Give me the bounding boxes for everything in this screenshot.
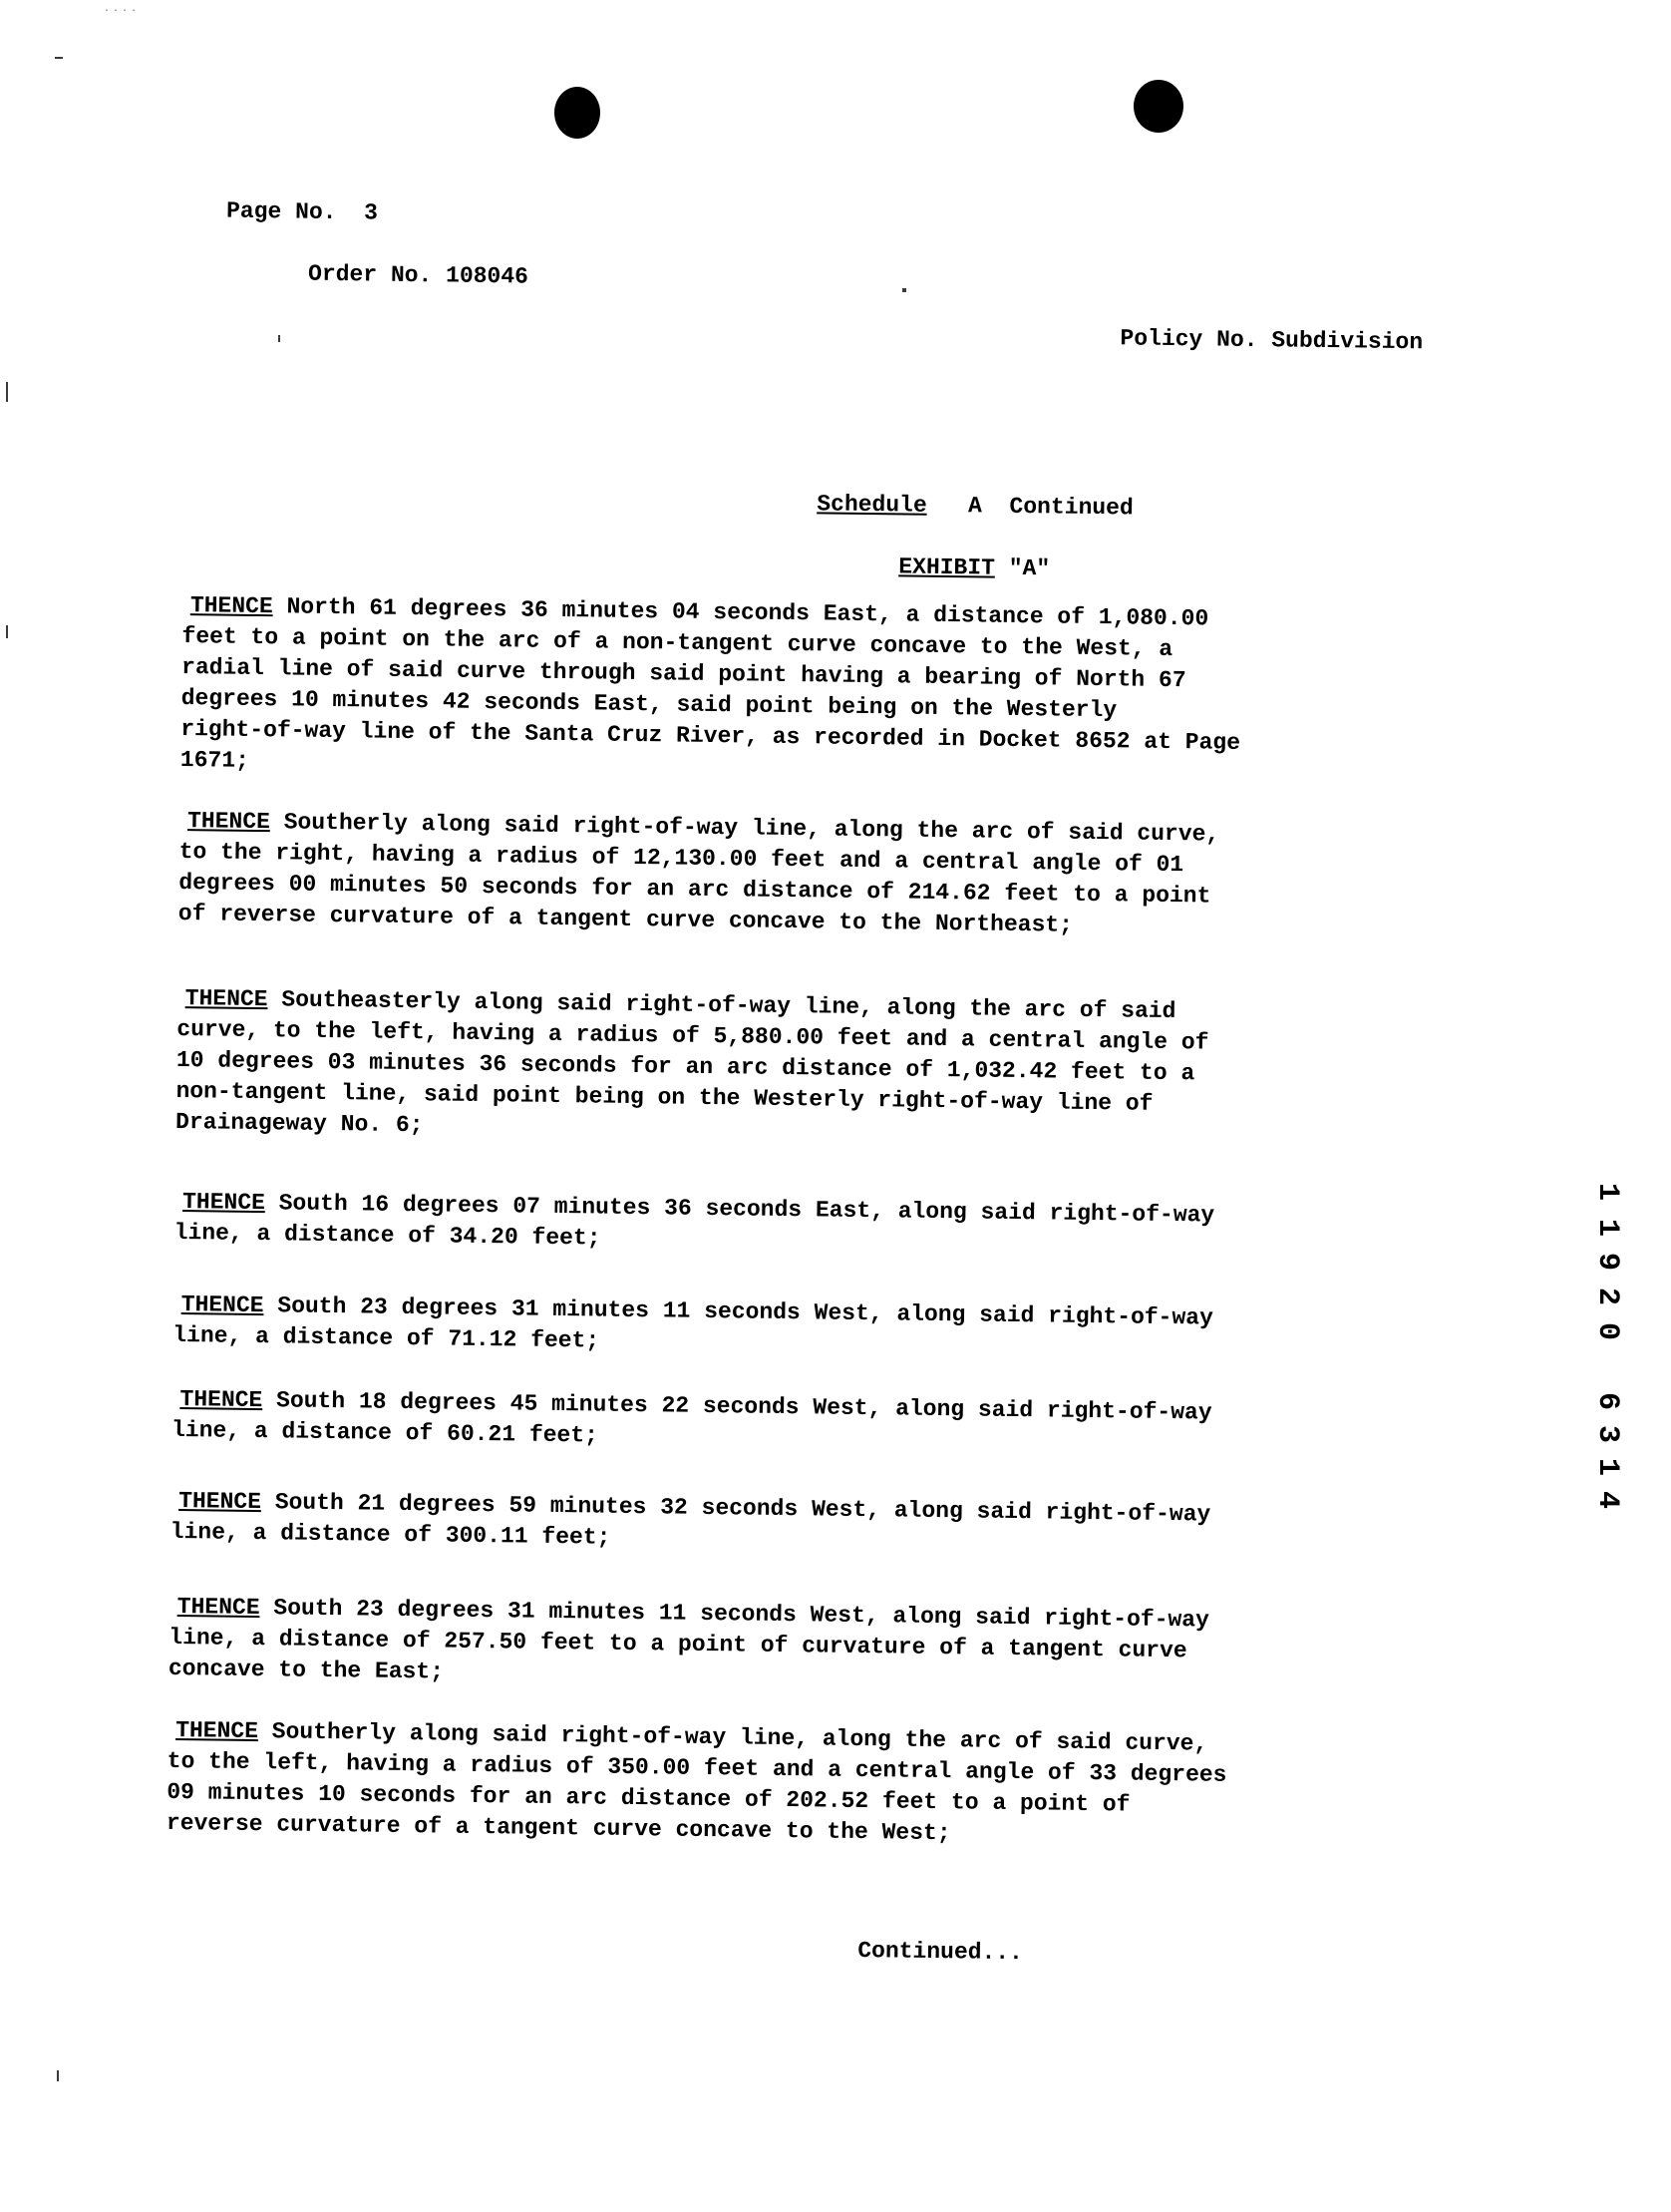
paragraph-text: Southeasterly along said right-of-way line, along the arc of said curve, to the left, having a radius of 5,880.00 feet and a central angle of 10 degrees 03 minutes 36 seconds for an arc distance of 1,032.42 feet to a non-tangent line, said point being on the Westerly right-of-way line of Drainageway No. 6; — [174, 986, 1209, 1139]
stamp-digit: 3 — [1590, 1424, 1624, 1443]
thence-keyword: THENCE — [186, 808, 271, 836]
stamp-digit: 1 — [1590, 1457, 1624, 1476]
schedule-heading-rest: A Continued — [926, 492, 1134, 522]
paragraph-thence-9 — [167, 1715, 1285, 1854]
paragraph-thence-3 — [175, 983, 1294, 1153]
page-number-label: Page No. 3 — [225, 197, 379, 226]
paragraph-thence-6 — [171, 1384, 1289, 1461]
exhibit-heading-rest: "A" — [994, 554, 1051, 582]
paragraph-text: South 23 degrees 31 minutes 11 seconds West, along said right-of-way line, a distance of 257.50 feet to a point of curvature of a tangent curve concave to the East; — [167, 1595, 1210, 1685]
stamp-digit: 6 — [1590, 1391, 1624, 1410]
paragraph-text: South 16 degrees 07 minutes 36 seconds East, along said right-of-way line, a distance of 34.20 feet; — [173, 1190, 1215, 1252]
policy-number-label: Policy No. Subdivision — [1120, 325, 1424, 356]
paragraph-text: South 23 degrees 31 minutes 11 seconds West, along said right-of-way line, a distance of 71.12 feet; — [172, 1292, 1214, 1354]
paragraph-thence-8 — [168, 1592, 1286, 1699]
scan-artifact-dots: .... — [104, 4, 141, 15]
thence-keyword: THENCE — [184, 985, 268, 1013]
continued-footer: Continued... — [857, 1937, 1024, 1967]
page-order-header — [225, 196, 529, 324]
stamp-digit: 1 — [1590, 1182, 1624, 1201]
order-number-label: Order No. 108046 — [307, 260, 529, 290]
thence-keyword: THENCE — [189, 592, 273, 620]
thence-keyword: THENCE — [179, 1386, 263, 1414]
stamp-digit: 4 — [1590, 1490, 1624, 1509]
stamp-digit: 0 — [1590, 1321, 1624, 1340]
schedule-heading-word: Schedule — [817, 491, 927, 519]
thence-keyword: THENCE — [180, 1291, 264, 1319]
thence-keyword: THENCE — [174, 1717, 259, 1745]
exhibit-heading-word: EXHIBIT — [898, 553, 996, 581]
thence-keyword: THENCE — [177, 1488, 262, 1516]
paragraph-thence-5 — [172, 1290, 1290, 1366]
paragraph-thence-4 — [173, 1187, 1291, 1264]
paragraph-text: Southerly along said right-of-way line, along the arc of said curve, to the right, having a radius of 12,130.00 feet and a central angle of 01 degrees 00 minutes 50 seconds for an arc distance of 214.62 feet to a point of reverse curvature of a tangent curve concave to the Northeast; — [177, 809, 1220, 938]
stamp-digit: 1 — [1590, 1218, 1624, 1237]
paragraph-text: South 18 degrees 45 minutes 22 seconds West, along said right-of-way line, a distance of 60.21 feet; — [170, 1387, 1212, 1449]
paragraph-text: South 21 degrees 59 minutes 32 seconds West, along said right-of-way line, a distance of 300.11 feet; — [169, 1489, 1211, 1551]
thence-keyword: THENCE — [176, 1594, 260, 1622]
paragraph-text: Southerly along said right-of-way line, along the arc of said curve, to the left, having a radius of 350.00 feet and a central angle of 33 degrees 09 minutes 10 seconds for an arc distance of 202.52 feet to a point of reverse curvature of a tangent curve concave to the West; — [166, 1718, 1227, 1847]
stamp-digit: 9 — [1590, 1252, 1624, 1271]
paragraph-thence-2 — [178, 806, 1297, 944]
paragraph-text: North 61 degrees 36 minutes 04 seconds East, a distance of 1,080.00 feet to a point on the arc of a non-tangent curve concave to the West, a radial line of said curve through said point having a bearing of North 67 degrees 10 minutes 42 seconds East, said point being on the Westerly right-of-way line of the Santa Cruz River, as recorded in Docket 8652 at Page 1671; — [179, 593, 1241, 774]
paragraph-thence-1 — [180, 590, 1299, 791]
thence-keyword: THENCE — [181, 1189, 266, 1217]
schedule-exhibit-heading — [816, 489, 1134, 616]
paragraph-thence-7 — [170, 1486, 1288, 1563]
stamp-digit: 2 — [1590, 1287, 1624, 1305]
